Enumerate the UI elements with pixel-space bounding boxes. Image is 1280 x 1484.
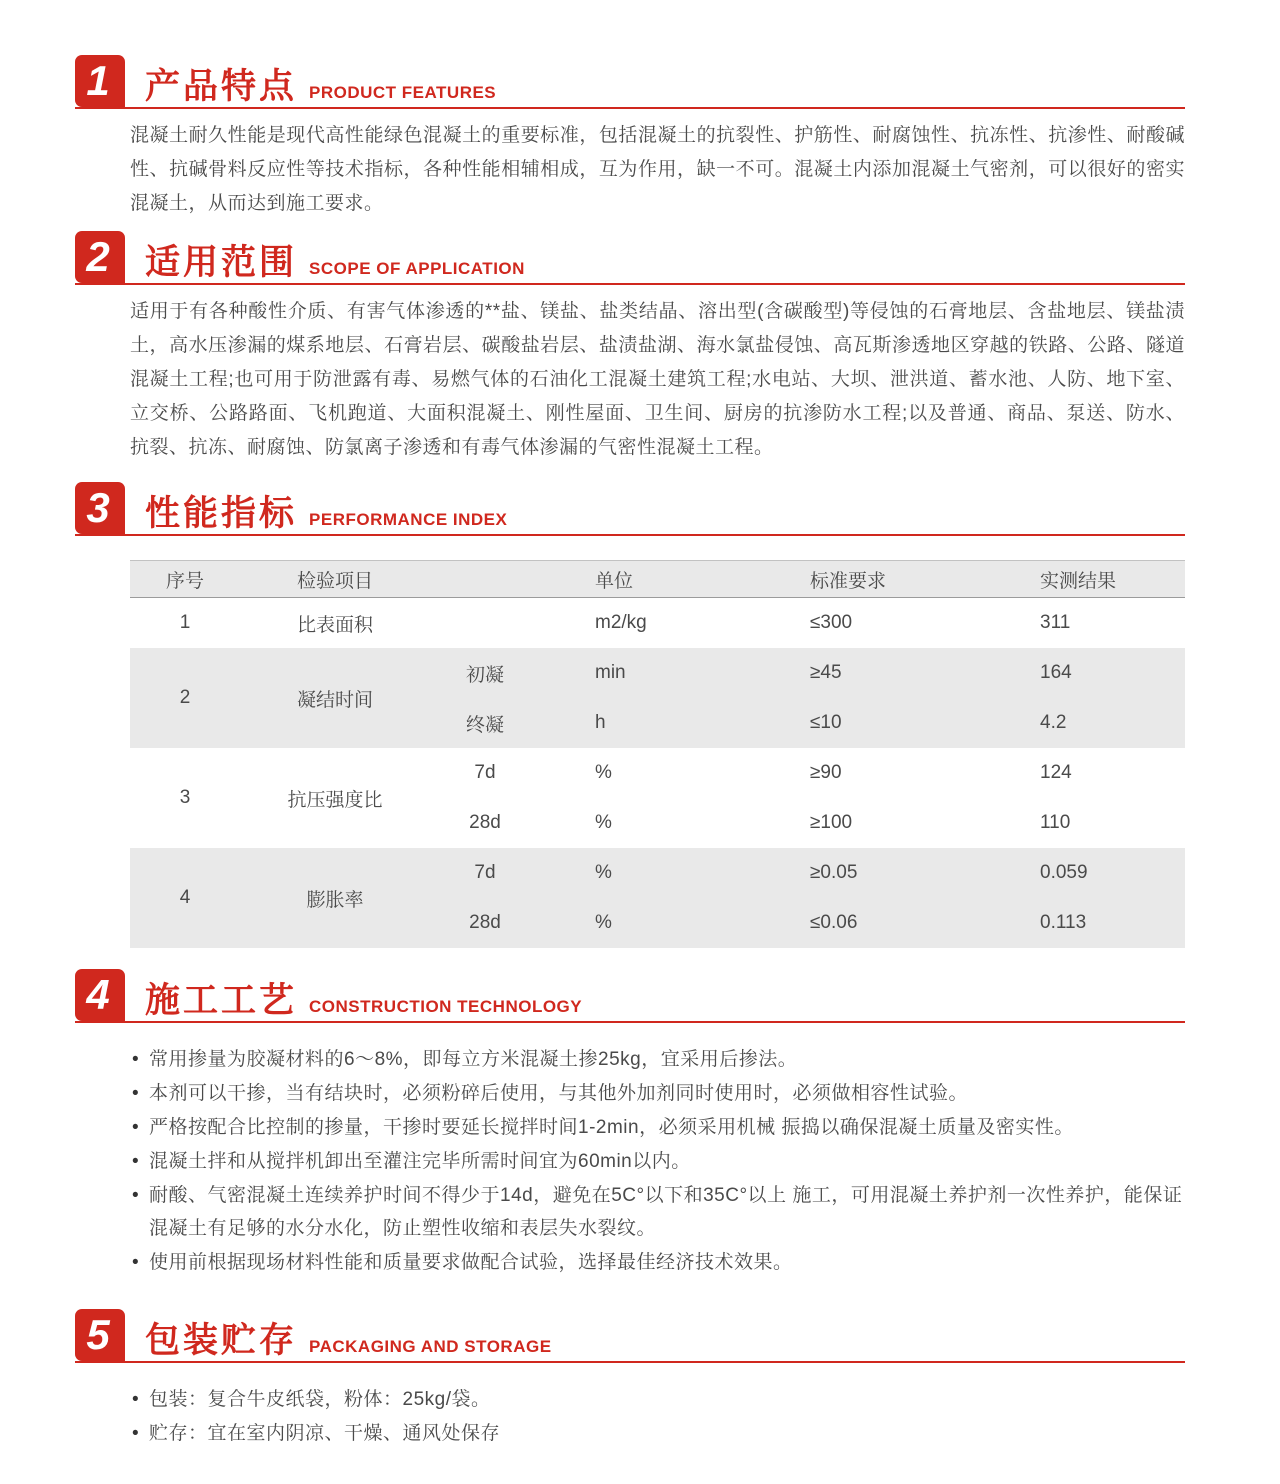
cell-result: 124: [1040, 762, 1072, 783]
cell-standard: ≥100: [810, 812, 853, 833]
cell-result: 0.059: [1040, 862, 1088, 883]
header-result: 实测结果: [1040, 570, 1117, 592]
header-item: 检验项目: [296, 570, 373, 592]
cell-result: 4.2: [1040, 712, 1067, 733]
cell-item: 比表面积: [296, 614, 373, 636]
cell-unit: h: [595, 712, 606, 733]
cell-sub: 7d: [474, 862, 496, 883]
section-construction-technology: [75, 969, 1185, 1279]
section-paragraph: 混凝土耐久性能是现代高性能绿色混凝土的重要标准，包括混凝土的抗裂性、护筋性、耐腐蚀性、抗冻性、抗渗性、耐酸碱性、抗碱骨料反应性等技术指标，各种性能相辅相成，互为作用，缺一不可。混凝土内添加混凝土气密剂，可以很好的密实混凝土，从而达到施工要求。: [130, 125, 1185, 214]
table-row-group: [130, 848, 1185, 948]
table-row-group: [130, 748, 1185, 848]
cell-standard: ≤0.06: [810, 912, 858, 933]
section-subtitle: PACKAGING AND STORAGE: [309, 1337, 552, 1356]
table-row: [430, 648, 1185, 698]
packaging-bullet-list: [130, 1383, 1185, 1450]
cell-item: 抗压强度比: [287, 789, 383, 811]
section-number-badge: 2: [75, 231, 125, 283]
cell-item: 膨胀率: [306, 889, 364, 911]
list-item: • 本剂可以干掺，当有结块时，必须粉碎后使用，与其他外加剂同时使用时，必须做相容性试验。: [130, 1077, 1185, 1110]
section-packaging-and-storage: [75, 1309, 1185, 1450]
section-number-badge: 4: [75, 969, 125, 1021]
section-subtitle: SCOPE OF APPLICATION: [309, 259, 525, 278]
section-number-badge: 3: [75, 482, 125, 534]
header-standard: 标准要求: [810, 570, 887, 592]
section-subtitle: PERFORMANCE INDEX: [309, 510, 508, 529]
cell-standard: ≥0.05: [810, 862, 858, 883]
table-row: [430, 698, 1185, 748]
cell-unit: %: [595, 762, 612, 783]
table-body: [130, 598, 1185, 948]
cell-unit: min: [595, 662, 626, 683]
table-row: [430, 748, 1185, 798]
cell-unit: m2/kg: [595, 612, 647, 633]
cell-result: 0.113: [1040, 912, 1087, 933]
section-subtitle: PRODUCT FEATURES: [309, 83, 497, 102]
table-header-row: [130, 560, 1185, 598]
construction-bullet-list: [130, 1043, 1185, 1279]
section-header: [75, 231, 1185, 285]
list-item: • 常用掺量为胶凝材料的6～8%，即每立方米混凝土掺25kg，宜采用后掺法。: [130, 1043, 1185, 1076]
section-header: [75, 55, 1185, 109]
header-unit: 单位: [595, 570, 634, 592]
cell-standard: ≥45: [810, 662, 842, 683]
section-header: [75, 969, 1185, 1023]
cell-standard: ≥90: [810, 762, 842, 783]
cell-sub: 28d: [469, 812, 501, 833]
section-number-badge: 1: [75, 55, 125, 107]
header-no: 序号: [165, 570, 204, 592]
list-item: • 贮存：宜在室内阴凉、干燥、通风处保存: [130, 1417, 1185, 1450]
section-header: [75, 1309, 1185, 1363]
cell-item: 凝结时间: [296, 689, 373, 711]
section-title: 性能指标: [145, 494, 298, 533]
section-number-badge: 5: [75, 1309, 125, 1361]
section-subtitle: CONSTRUCTION TECHNOLOGY: [309, 997, 583, 1016]
cell-standard: ≤10: [810, 712, 842, 733]
performance-table: [130, 560, 1185, 948]
list-item: • 耐酸、气密混凝土连续养护时间不得少于14d，避免在5C°以下和35C°以上 施工，可用混凝土养护剂一次性养护，能保证混凝土有足够的水分水化，防止塑性收缩和表层失水裂纹。: [130, 1179, 1185, 1245]
section-header: [75, 482, 1185, 536]
section-paragraph: 适用于有各种酸性介质、有害气体渗透的**盐、镁盐、盐类结晶、溶出型(含碳酸型)等侵蚀的石膏地层、含盐地层、镁盐渍土，高水压渗漏的煤系地层、石膏岩层、碳酸盐岩层、盐渍盐湖、海水氯盐侵蚀、高瓦斯渗透地区穿越的铁路、公路、隧道混凝土工程;也可用于防泄露有毒、易燃气体的石油化工混凝土建筑工程;水电站、大坝、泄洪道、蓄水池、人防、地下室、立交桥、公路路面、飞机跑道、大面积混凝土、刚性屋面、卫生间、厨房的抗渗防水工程;以及普通、商品、泵送、防水、抗裂、抗冻、耐腐蚀、防氯离子渗透和有毒气体渗漏的气密性混凝土工程。: [130, 301, 1185, 458]
cell-unit: %: [595, 912, 612, 933]
cell-sub: 7d: [474, 762, 496, 783]
section-product-features: [75, 55, 1185, 221]
cell-no: 4: [179, 887, 191, 908]
cell-unit: %: [595, 812, 612, 833]
table-row: [430, 848, 1185, 898]
cell-standard: ≤300: [810, 612, 853, 633]
table-row: [430, 598, 1185, 648]
cell-result: 311: [1040, 612, 1071, 633]
cell-result: 110: [1040, 812, 1071, 833]
cell-no: 2: [179, 687, 191, 708]
cell-result: 164: [1040, 662, 1072, 683]
section-title: 施工工艺: [145, 981, 298, 1020]
table-row-group: [130, 598, 1185, 648]
section-title: 产品特点: [145, 67, 298, 106]
section-scope-of-application: [75, 231, 1185, 465]
section-performance-index: [75, 482, 1185, 948]
cell-sub: 初凝: [465, 664, 504, 686]
list-item: • 严格按配合比控制的掺量，干掺时要延长搅拌时间1-2min，必须采用机械 振捣以确保混凝土质量及密实性。: [130, 1111, 1185, 1144]
cell-unit: %: [595, 862, 612, 883]
cell-no: 1: [179, 612, 191, 633]
list-item: • 混凝土拌和从搅拌机卸出至灌注完毕所需时间宜为60min以内。: [130, 1145, 1185, 1178]
list-item: • 使用前根据现场材料性能和质量要求做配合试验，选择最佳经济技术效果。: [130, 1246, 1185, 1279]
list-item: • 包装：复合牛皮纸袋，粉体：25kg/袋。: [130, 1383, 1185, 1416]
table-row-group: [130, 648, 1185, 748]
section-title: 包装贮存: [145, 1321, 298, 1360]
cell-no: 3: [179, 787, 191, 808]
table-row: [430, 898, 1185, 948]
section-title: 适用范围: [145, 243, 298, 282]
table-row: [430, 798, 1185, 848]
cell-sub: 28d: [469, 912, 501, 933]
cell-sub: 终凝: [465, 714, 504, 736]
